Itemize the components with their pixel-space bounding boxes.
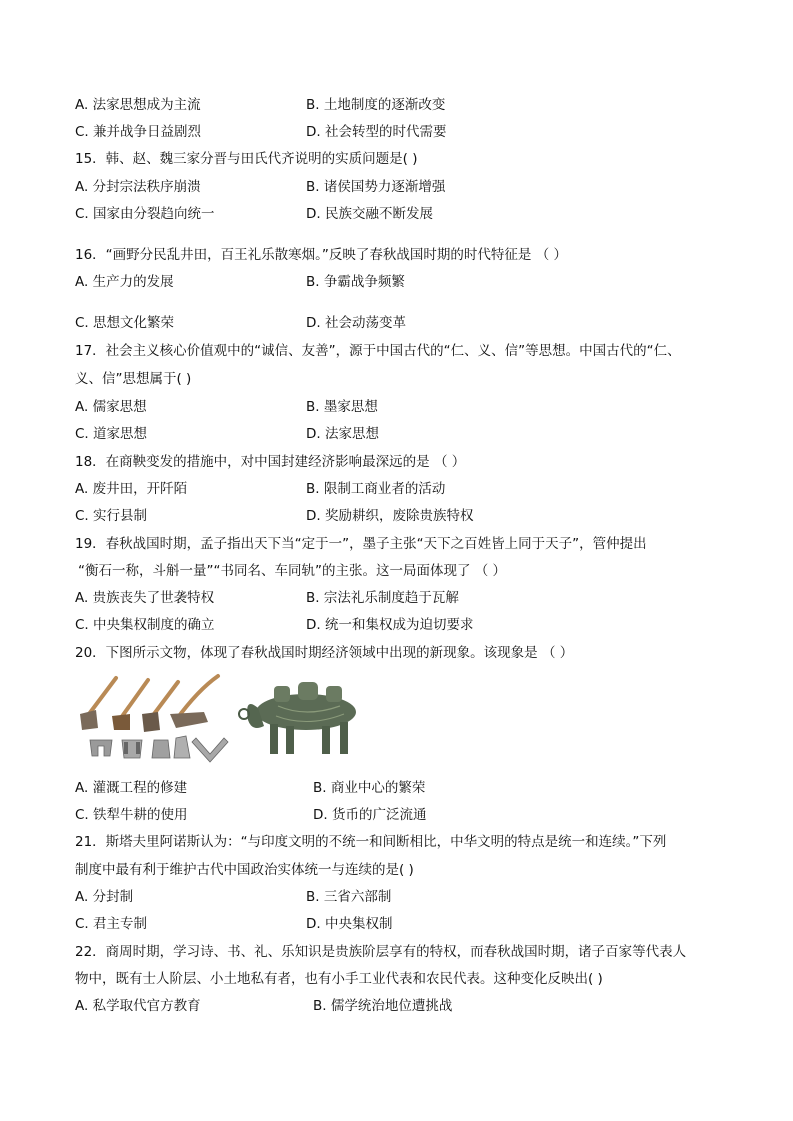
q15-option-b: B. 诸侯国势力逐渐增强 bbox=[306, 179, 446, 195]
q19-stem-line1: 19．春秋战国时期，孟子指出天下当“定于一”，墨子主张“天下之百姓皆上同于天子”，管仲提出 bbox=[75, 536, 647, 552]
q16-option-d: D. 社会动荡变革 bbox=[306, 315, 406, 331]
bronze-ox-vessel-image bbox=[239, 682, 356, 754]
q19-option-b: B. 宗法礼乐制度趋于瓦解 bbox=[306, 590, 459, 606]
q20-stem: 20．下图所示文物，体现了春秋战国时期经济领域中出现的新现象。该现象是 （ ） bbox=[75, 645, 574, 661]
q21-stem-line1: 21．斯塔夫里阿诺斯认为：“与印度文明的不统一和间断相比，中华文明的特点是统一和连续。”下列 bbox=[75, 834, 667, 850]
q16-option-b: B. 争霸战争频繁 bbox=[306, 274, 405, 290]
q16-stem: 16．“画野分民乱井田，百王礼乐散寒烟。”反映了春秋战国时期的时代特征是 （ ） bbox=[75, 247, 567, 263]
q14-option-d: D. 社会转型的时代需要 bbox=[306, 124, 447, 140]
q18-option-b: B. 限制工商业者的活动 bbox=[306, 481, 446, 497]
q20-option-b: B. 商业中心的繁荣 bbox=[313, 780, 426, 796]
q20-option-d: D. 货币的广泛流通 bbox=[313, 807, 427, 823]
q22-stem-line1: 22．商周时期，学习诗、书、礼、乐知识是贵族阶层享有的特权，而春秋战国时期，诸子百家等代表人 bbox=[75, 944, 687, 960]
q17-option-d: D. 法家思想 bbox=[306, 426, 379, 442]
q21-option-a: A. 分封制 bbox=[75, 889, 134, 905]
q15-option-a: A. 分封宗法秩序崩溃 bbox=[75, 179, 201, 195]
q18-option-a: A. 废井田，开阡陌 bbox=[75, 481, 188, 497]
q21-stem-line2: 制度中最有利于维护古代中国政治实体统一与连续的是( ) bbox=[75, 862, 414, 878]
q16-option-c: C. 思想文化繁荣 bbox=[75, 315, 175, 331]
q20-figure-artifacts bbox=[78, 670, 368, 770]
q15-option-d: D. 民族交融不断发展 bbox=[306, 206, 433, 222]
q17-stem-line2: 义、信”思想属于( ) bbox=[75, 371, 192, 387]
q22-option-b: B. 儒学统治地位遭挑战 bbox=[313, 998, 453, 1014]
q21-option-b: B. 三省六部制 bbox=[306, 889, 392, 905]
artifact-illustration bbox=[78, 670, 368, 770]
q19-option-c: C. 中央集权制度的确立 bbox=[75, 617, 215, 633]
q22-stem-line2: 物中，既有士人阶层、小土地私有者，也有小手工业代表和农民代表。这种变化反映出( ) bbox=[75, 971, 603, 987]
q17-option-a: A. 儒家思想 bbox=[75, 399, 147, 415]
q16-option-a: A. 生产力的发展 bbox=[75, 274, 174, 290]
q17-option-c: C. 道家思想 bbox=[75, 426, 148, 442]
q20-option-c: C. 铁犁牛耕的使用 bbox=[75, 807, 188, 823]
q17-option-b: B. 墨家思想 bbox=[306, 399, 378, 415]
q15-stem: 15．韩、赵、魏三家分晋与田氏代齐说明的实质问题是( ) bbox=[75, 151, 418, 167]
q21-option-d: D. 中央集权制 bbox=[306, 916, 393, 932]
q14-option-c: C. 兼并战争日益剧烈 bbox=[75, 124, 202, 140]
q19-option-d: D. 统一和集权成为迫切要求 bbox=[306, 617, 474, 633]
q19-option-a: A. 贵族丧失了世袭特权 bbox=[75, 590, 215, 606]
q15-option-c: C. 国家由分裂趋向统一 bbox=[75, 206, 215, 222]
q19-stem-line2: “衡石一称，斗斛一量”“书同名、车同轨”的主张。这一局面体现了 （ ） bbox=[78, 563, 507, 579]
q20-option-a: A. 灌溉工程的修建 bbox=[75, 780, 188, 796]
q22-option-a: A. 私学取代官方教育 bbox=[75, 998, 201, 1014]
q18-stem: 18．在商鞅变发的措施中，对中国封建经济影响最深远的是 （ ） bbox=[75, 454, 466, 470]
iron-tools-image bbox=[80, 676, 228, 762]
q14-option-b: B. 土地制度的逐渐改变 bbox=[306, 97, 446, 113]
q18-option-d: D. 奖励耕织，废除贵族特权 bbox=[306, 508, 474, 524]
q21-option-c: C. 君主专制 bbox=[75, 916, 148, 932]
q18-option-c: C. 实行县制 bbox=[75, 508, 148, 524]
q14-option-a: A. 法家思想成为主流 bbox=[75, 97, 201, 113]
q17-stem-line1: 17．社会主义核心价值观中的“诚信、友善”，源于中国古代的“仁、义、信”等思想。中国古代的“仁、 bbox=[75, 343, 681, 359]
